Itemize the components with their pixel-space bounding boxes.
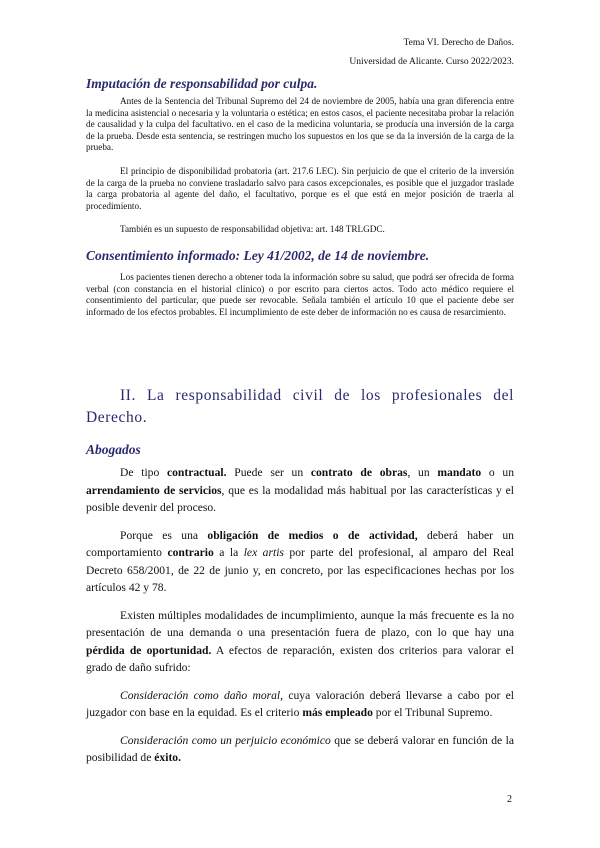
- section-abogados: [86, 442, 514, 767]
- paragraph-abogados-1: De tipo contractual. Puede ser un contrato de obras, un mandato o un arrendamiento de servicios, que es la modalidad más habitual por las características y el posible devenir del proceso.: [86, 466, 514, 514]
- heading-abogados: Abogados: [86, 442, 141, 457]
- heading-consentimiento: Consentimiento informado: Ley 41/2002, de 14 de noviembre.: [86, 248, 430, 263]
- section-profesionales-derecho: [86, 385, 514, 429]
- page-number: 2: [507, 794, 512, 805]
- paragraph-culpa-3: También es un supuesto de responsabilidad objetiva: art. 148 TRLGDC.: [120, 224, 385, 235]
- paragraph-abogados-5: Consideración como un perjuicio económico que se deberá valorar en función de la posibilidad de éxito.: [86, 733, 514, 764]
- paragraph-culpa-1: Antes de la Sentencia del Tribunal Supremo del 24 de noviembre de 2005, había una gran diferencia entre la medicina asistencial o necesaria y la voluntaria o estética; en estos casos, el paciente necesitaba probar la relación de causalidad y la culpa del facultativo. en el caso de la medicina voluntaria, se producía una inversión de la carga de la prueba. Desde esta sentencia, se restringen mucho los supuestos en los que se da la inversión de la carga de la prueba.: [86, 96, 514, 153]
- header-university: Universidad de Alicante. Curso 2022/2023.: [349, 57, 514, 67]
- section-culpa: [86, 76, 514, 236]
- paragraph-consentimiento: Los pacientes tienen derecho a obtener toda la información sobre su salud, que podrá ser ofrecida de forma verbal (con constancia en el historial clínico) o por escrito para ciertos actos. Todo acto médico requiere el consentimiento del particular, que puede ser revocable. Señala también el artículo 10 que el paciente debe ser informado de los efectos probables. El incumplimiento de este deber de información no es causa de resarcimiento.: [86, 272, 514, 317]
- heading-culpa: Imputación de responsabilidad por culpa.: [86, 76, 318, 91]
- section-title-profesionales: II. La responsabilidad civil de los profesionales del Derecho.: [86, 387, 514, 426]
- section-consentimiento: [86, 248, 514, 318]
- paragraph-abogados-2: Porque es una obligación de medios o de actividad, deberá haber un comportamiento contrario a la lex artis por parte del profesional, al amparo del Real Decreto 658/2001, de 22 de junio y, en concreto, por las especificaciones hechas por los artículos 42 y 78.: [86, 528, 514, 594]
- paragraph-culpa-2: El principio de disponibilidad probatoria (art. 217.6 LEC). Sin perjuicio de que el criterio de la inversión de la carga de la prueba no conviene trasladarlo salvo para casos excepcionales, es posible que el juzgador traslade la carga probatoria al agente del daño, el facultativo, porque es el que está en mejor posición de traerla al procedimiento.: [86, 165, 514, 211]
- header-course-topic: Tema VI. Derecho de Daños.: [403, 38, 514, 48]
- paragraph-abogados-3: Existen múltiples modalidades de incumplimiento, aunque la más frecuente es la no presentación de una demanda o una presentación fuera de plazo, con lo que hay una pérdida de oportunidad. A efectos de reparación, existen dos criterios para valorar el grado de daño sufrido:: [86, 608, 514, 674]
- paragraph-abogados-4: Consideración como daño moral, cuya valoración deberá llevarse a cabo por el juzgador con base en la equidad. Es el criterio más empleado por el Tribunal Supremo.: [86, 688, 514, 719]
